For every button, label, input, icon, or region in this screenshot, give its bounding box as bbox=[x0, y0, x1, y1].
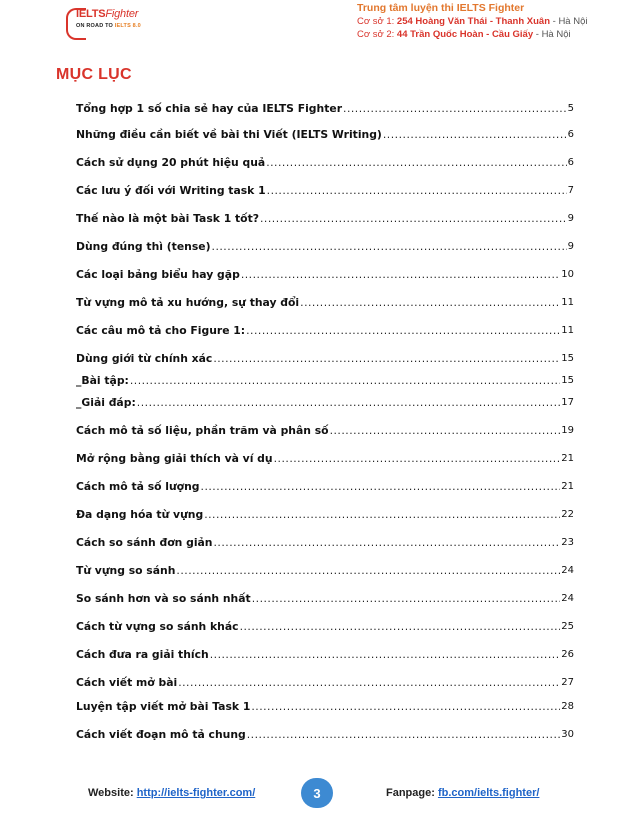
toc-entry-page: 5 bbox=[567, 103, 574, 114]
toc-entry-title: Cách viết đoạn mô tả chung bbox=[76, 728, 246, 741]
center-title: Trung tâm luyện thi IELTS Fighter bbox=[357, 2, 525, 14]
toc-entry-title: Luyện tập viết mở bài Task 1 bbox=[76, 700, 251, 713]
toc-leader-dots bbox=[383, 128, 567, 142]
toc-leader-dots bbox=[137, 396, 560, 410]
toc-entry-title: _Giải đáp: bbox=[76, 396, 136, 409]
toc-entry[interactable] bbox=[76, 698, 574, 714]
toc-leader-dots bbox=[240, 620, 561, 634]
toc-entry-title: Các lưu ý đối với Writing task 1 bbox=[76, 184, 266, 197]
toc-entry-page: 21 bbox=[561, 481, 574, 492]
toc-entry[interactable] bbox=[76, 618, 574, 634]
toc-entry-page: 30 bbox=[561, 729, 574, 740]
toc-entry-title: Những điều cần biết về bài thi Viết (IELTS Writing) bbox=[76, 128, 382, 141]
toc-leader-dots bbox=[343, 102, 567, 116]
branch-2: Cơ sở 2: 44 Trần Quốc Hoàn - Cầu Giấy - Hà Nội bbox=[357, 29, 571, 40]
toc-entry-title: Từ vựng so sánh bbox=[76, 564, 176, 577]
toc-entry-page: 22 bbox=[561, 509, 574, 520]
toc-leader-dots bbox=[252, 592, 561, 606]
toc-leader-dots bbox=[178, 676, 560, 690]
toc-entry-page: 21 bbox=[561, 453, 574, 464]
toc-entry-title: Mở rộng bằng giải thích và ví dụ bbox=[76, 452, 273, 465]
page-number-badge: 3 bbox=[301, 778, 333, 808]
branch-1: Cơ sở 1: 254 Hoàng Văn Thái - Thanh Xuân - Hà Nội bbox=[357, 16, 588, 27]
ielts-fighter-logo bbox=[66, 6, 158, 46]
toc-entry-page: 9 bbox=[567, 213, 574, 224]
toc-entry-title: Cách mô tả số lượng bbox=[76, 480, 200, 493]
toc-leader-dots bbox=[330, 424, 561, 438]
toc-entry-page: 23 bbox=[561, 537, 574, 548]
toc-entry-title: Đa dạng hóa từ vựng bbox=[76, 508, 204, 521]
toc-entry-title: Dùng đúng thì (tense) bbox=[76, 240, 211, 253]
toc-entry-page: 9 bbox=[567, 241, 574, 252]
toc-entry[interactable] bbox=[76, 294, 574, 310]
fanpage-link[interactable]: fb.com/ielts.fighter/ bbox=[437, 787, 540, 799]
logo-tagline: ON ROAD TO IELTS 8.0 bbox=[76, 23, 141, 29]
toc-entry[interactable] bbox=[76, 322, 574, 338]
toc-leader-dots bbox=[241, 268, 560, 282]
toc-entry-page: 15 bbox=[561, 353, 574, 364]
toc-entry[interactable] bbox=[76, 210, 574, 226]
toc-leader-dots bbox=[251, 700, 560, 714]
toc-leader-dots bbox=[274, 452, 561, 466]
toc-leader-dots bbox=[213, 352, 560, 366]
toc-entry[interactable] bbox=[76, 266, 574, 282]
toc-leader-dots bbox=[201, 480, 561, 494]
toc-entry-title: Các loại bảng biểu hay gặp bbox=[76, 268, 240, 281]
footer-fanpage: Fanpage: fb.com/ielts.fighter/ bbox=[386, 787, 540, 799]
toc-entry-title: So sánh hơn và so sánh nhất bbox=[76, 592, 251, 605]
toc-entry-page: 6 bbox=[567, 129, 574, 140]
toc-entry[interactable] bbox=[76, 100, 574, 116]
toc-entry-page: 7 bbox=[567, 185, 574, 196]
toc-entry-page: 15 bbox=[561, 375, 574, 386]
footer bbox=[0, 778, 638, 808]
toc-entry-title: Cách mô tả số liệu, phần trăm và phân số bbox=[76, 424, 329, 437]
toc-leader-dots bbox=[247, 728, 561, 742]
toc-entry-page: 19 bbox=[561, 425, 574, 436]
toc-entry-page: 25 bbox=[561, 621, 574, 632]
logo-brand: IELTSFighter bbox=[76, 8, 139, 20]
toc-entry-title: Các câu mô tả cho Figure 1: bbox=[76, 324, 246, 337]
toc-leader-dots bbox=[214, 536, 561, 550]
toc-entry[interactable] bbox=[76, 450, 574, 466]
toc-entry-page: 11 bbox=[561, 325, 574, 336]
toc-entry-title: Từ vựng mô tả xu hướng, sự thay đổi bbox=[76, 296, 300, 309]
toc-entry[interactable] bbox=[76, 534, 574, 550]
toc-entry[interactable] bbox=[76, 646, 574, 662]
toc-leader-dots bbox=[246, 324, 560, 338]
toc-entry-page: 26 bbox=[561, 649, 574, 660]
footer-website: Website: http://ielts-fighter.com/ bbox=[88, 787, 256, 799]
toc-leader-dots bbox=[212, 240, 567, 254]
toc-entry-title: Cách viết mở bài bbox=[76, 676, 178, 689]
toc-entry-title: Tổng hợp 1 số chia sẻ hay của IELTS Fighter bbox=[76, 102, 343, 115]
website-link[interactable]: http://ielts-fighter.com/ bbox=[136, 787, 256, 799]
toc-entry-page: 28 bbox=[561, 701, 574, 712]
toc-entry-title: Dùng giới từ chính xác bbox=[76, 352, 213, 365]
toc-leader-dots bbox=[130, 374, 560, 388]
toc-entry-page: 24 bbox=[561, 593, 574, 604]
toc-leader-dots bbox=[176, 564, 560, 578]
toc-entry-page: 27 bbox=[561, 677, 574, 688]
toc-entry[interactable] bbox=[76, 506, 574, 522]
toc-entry-page: 24 bbox=[561, 565, 574, 576]
toc-entry-page: 11 bbox=[561, 297, 574, 308]
toc-entry[interactable] bbox=[76, 154, 574, 170]
toc-entry[interactable] bbox=[76, 562, 574, 578]
logo-text bbox=[76, 8, 141, 29]
toc-entry-page: 6 bbox=[567, 157, 574, 168]
toc-entry-title: Cách sử dụng 20 phút hiệu quả bbox=[76, 156, 266, 169]
toc-entry-title: Cách đưa ra giải thích bbox=[76, 648, 209, 661]
toc-entry[interactable] bbox=[76, 350, 574, 366]
toc-title: MỤC LỤC bbox=[56, 66, 132, 83]
toc-entry[interactable] bbox=[76, 182, 574, 198]
toc-entry-title: Thế nào là một bài Task 1 tốt? bbox=[76, 212, 259, 225]
toc-entry[interactable] bbox=[76, 726, 574, 742]
toc-leader-dots bbox=[204, 508, 560, 522]
toc-entry[interactable] bbox=[76, 126, 574, 142]
toc-entry[interactable] bbox=[76, 590, 574, 606]
toc-leader-dots bbox=[266, 156, 566, 170]
toc-entry[interactable] bbox=[76, 422, 574, 438]
toc-entry[interactable] bbox=[76, 674, 574, 690]
toc-leader-dots bbox=[267, 184, 567, 198]
toc-leader-dots bbox=[210, 648, 561, 662]
toc-entry-title: _Bài tập: bbox=[76, 374, 129, 387]
toc-entry[interactable] bbox=[76, 394, 574, 410]
toc-entry[interactable] bbox=[76, 238, 574, 254]
toc-entry-page: 10 bbox=[561, 269, 574, 280]
toc-entry-title: Cách từ vựng so sánh khác bbox=[76, 620, 239, 633]
toc-leader-dots bbox=[300, 296, 560, 310]
toc-entry[interactable] bbox=[76, 478, 574, 494]
toc-entry[interactable] bbox=[76, 372, 574, 388]
toc-entry-title: Cách so sánh đơn giản bbox=[76, 536, 213, 549]
center-info bbox=[357, 2, 587, 41]
toc-entry-page: 17 bbox=[561, 397, 574, 408]
toc-leader-dots bbox=[260, 212, 567, 226]
